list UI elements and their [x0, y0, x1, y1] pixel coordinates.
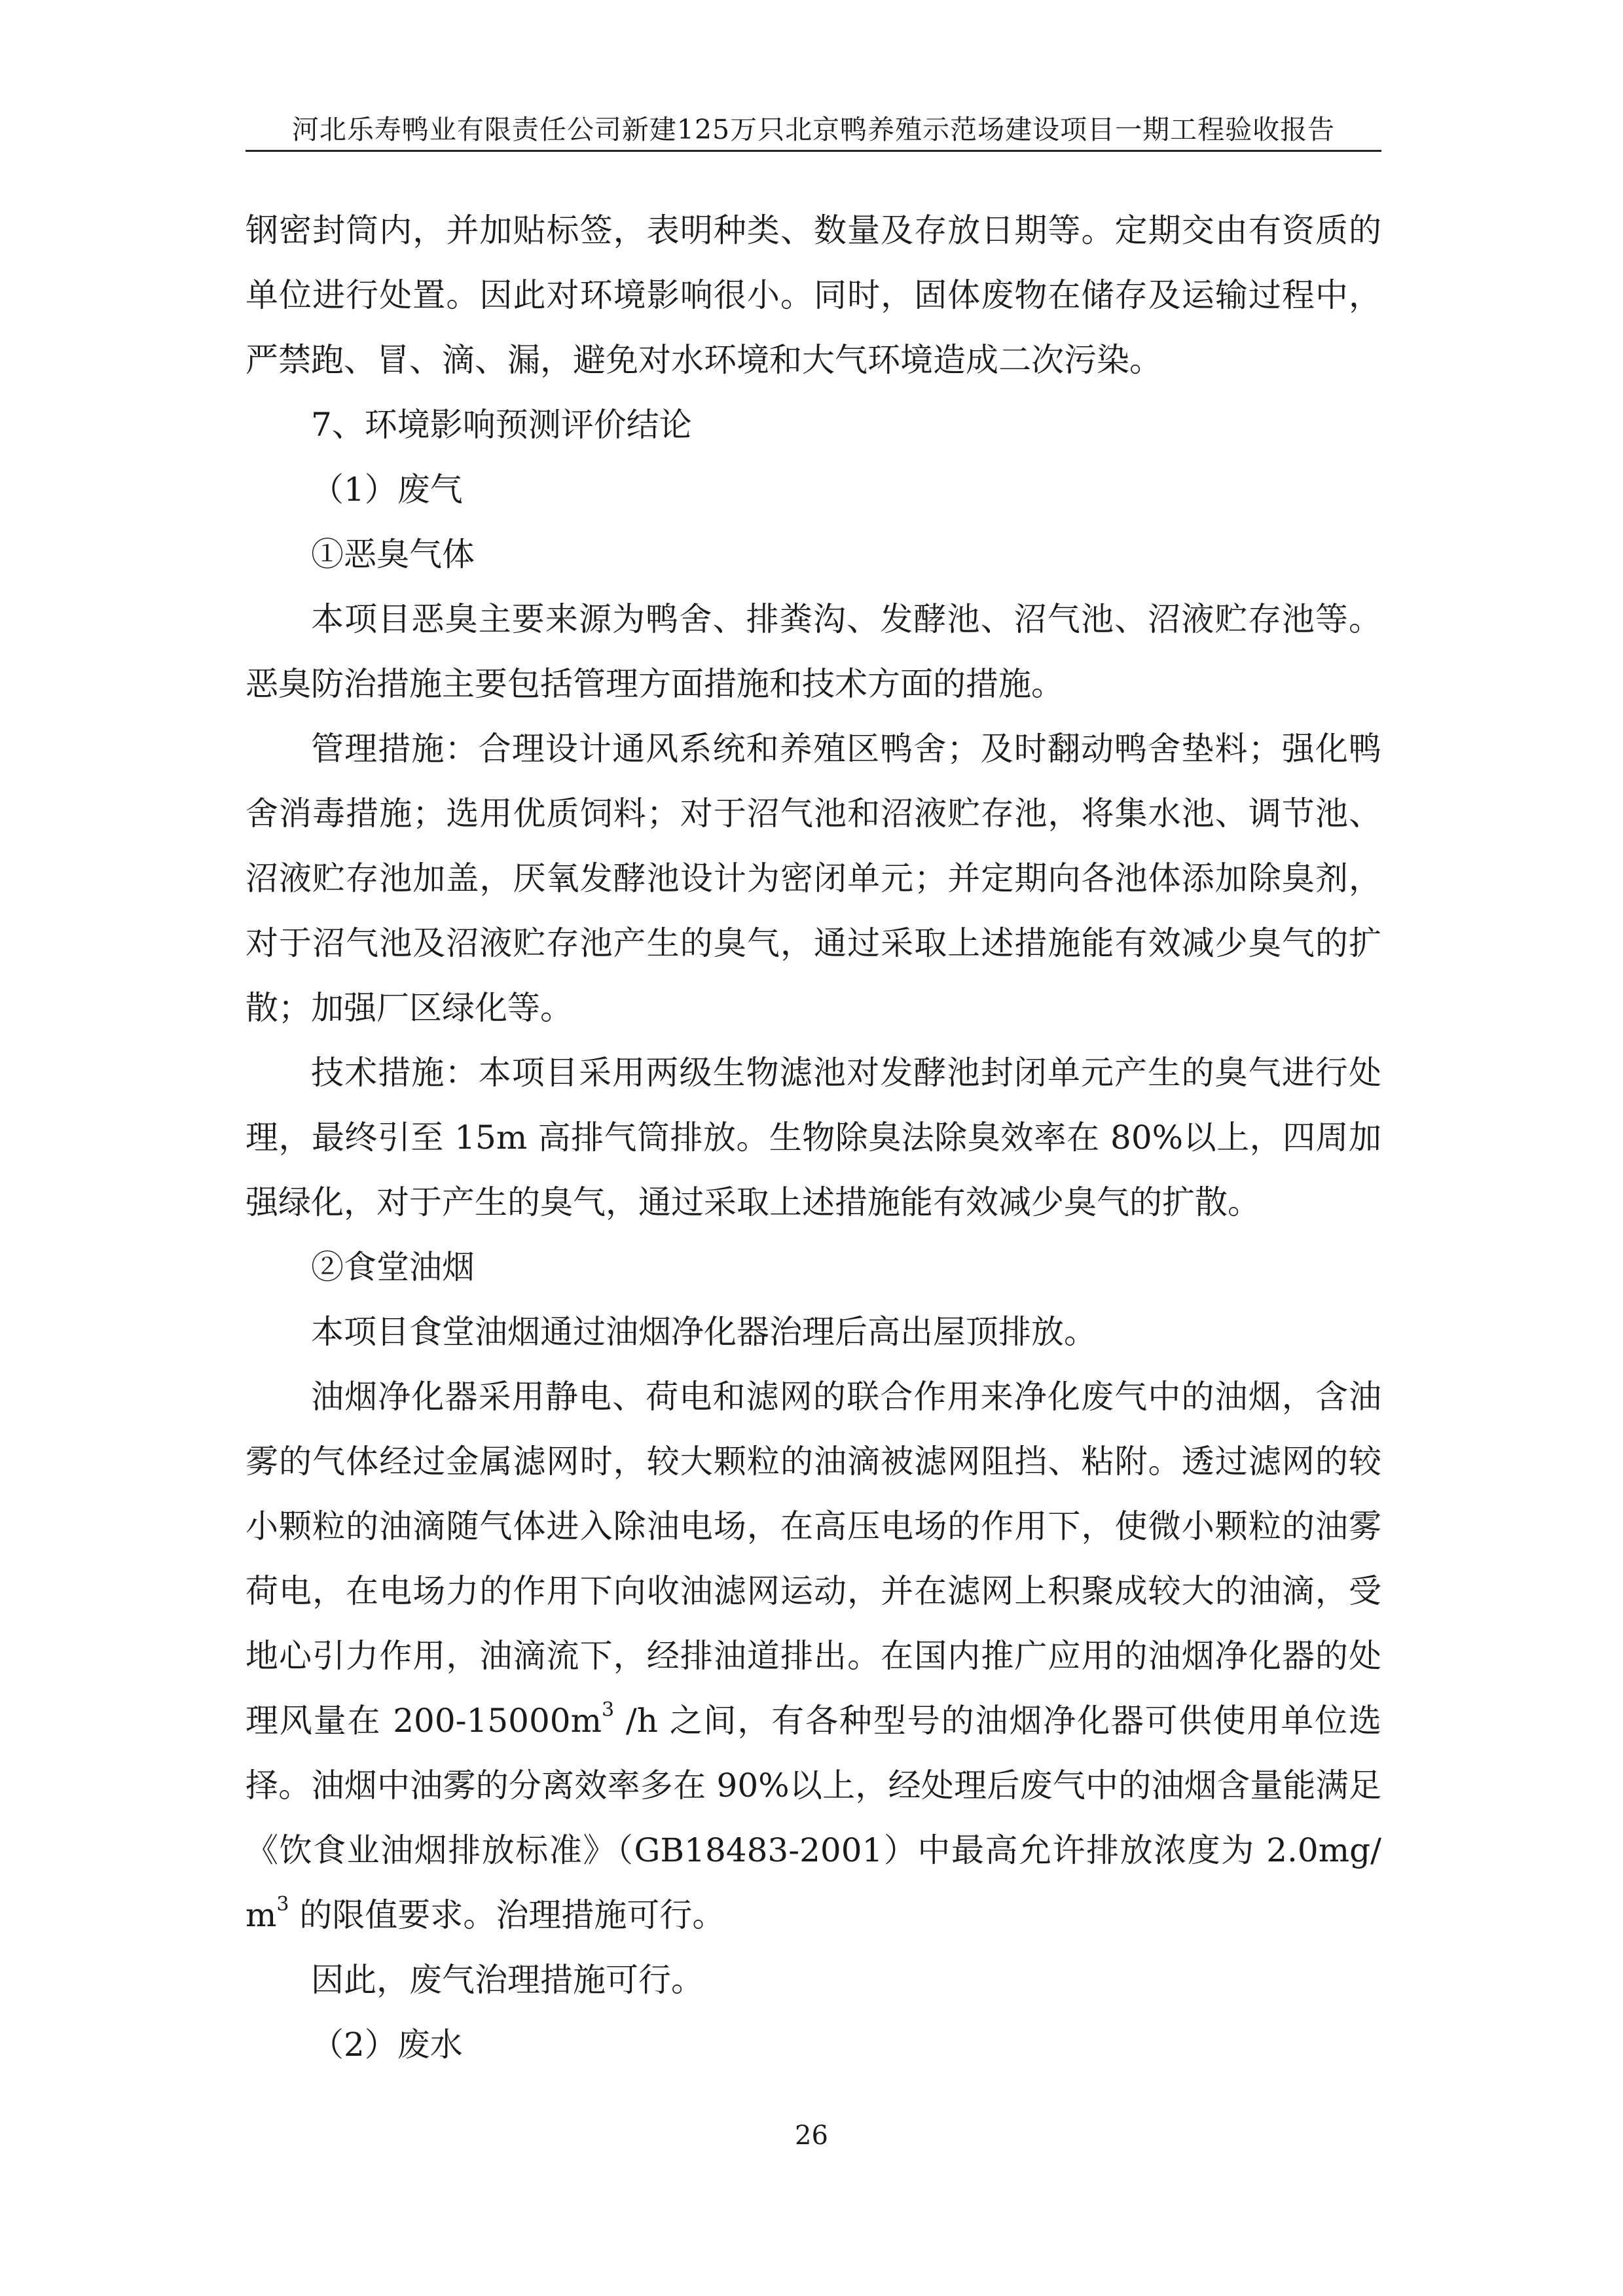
item-heading-canteen-fumes: ②食堂油烟 [311, 1248, 475, 1286]
subheading-waste-water: （2）废水 [311, 2026, 463, 2064]
subheading-waste-gas: （1）废气 [311, 471, 463, 509]
superscript: 3 [602, 1698, 615, 1721]
item-heading-odor: ①恶臭气体 [311, 535, 475, 573]
paragraph-management-measures: 管理措施：合理设计通风系统和养殖区鸭舍；及时翻动鸭舍垫料；强化鸭舍消毒措施；选用优质饲料；对于沼气池和沼液贮存池，将集水池、调节池、沼液贮存池加盖，厌氧发酵池设计为密闭单元；并定期向各池体添加除臭剂，对于沼气池及沼液贮存池产生的臭气，通过采取上述措施能有效减少臭气的扩散；加强厂区绿化等。 [246, 730, 1381, 1027]
purifier-text-b: /h 之间，有各种型号的油烟净化器可供使用单位选择。油烟中油雾的分离效率多在 90%以上，经处理后废气中的油烟含量能满足《饮食业油烟排放标准》（GB18483-2001）中最高允许排放浓度为 2.0mg/m [246, 1702, 1381, 1934]
paragraph-continuation: 钢密封筒内，并加贴标签，表明种类、数量及存放日期等。定期交由有资质的单位进行处置。因此对环境影响很小。同时，固体废物在储存及运输过程中，严禁跑、冒、滴、漏，避免对水环境和大气环境造成二次污染。 [246, 211, 1381, 379]
document-body [246, 198, 1381, 2077]
purifier-text-c: 的限值要求。治理措施可行。 [289, 1896, 725, 1934]
superscript: 3 [276, 1893, 289, 1916]
paragraph-canteen: 本项目食堂油烟通过油烟净化器治理后高出屋顶排放。 [311, 1313, 1097, 1351]
purifier-text-a: 油烟净化器采用静电、荷电和滤网的联合作用来净化废气中的油烟，含油雾的气体经过金属滤网时，较大颗粒的油滴被滤网阻挡、粘附。透过滤网的较小颗粒的油滴随气体进入除油电场，在高压电场的作用下，使微小颗粒的油雾荷电，在电场力的作用下向收油滤网运动，并在滤网上积聚成较大的油滴，受地心引力作用，油滴流下，经排油道排出。在国内推广应用的油烟净化器的处理风量在 200-15000m [246, 1378, 1381, 1740]
paragraph-conclusion: 因此，废气治理措施可行。 [311, 1961, 704, 1999]
section-heading-7: 7、环境影响预测评价结论 [311, 406, 692, 444]
paragraph-odor-source: 本项目恶臭主要来源为鸭舍、排粪沟、发酵池、沼气池、沼液贮存池等。恶臭防治措施主要包括管理方面措施和技术方面的措施。 [246, 600, 1381, 703]
paragraph-fume-purifier [246, 1365, 1381, 1948]
paragraph-technical-measures: 技术措施：本项目采用两级生物滤池对发酵池封闭单元产生的臭气进行处理，最终引至 15m 高排气筒排放。生物除臭法除臭效率在 80%以上，四周加强绿化，对于产生的臭气，通过采取上述措施能有效减少臭气的扩散。 [246, 1054, 1381, 1221]
header-rule [246, 150, 1381, 152]
page-number: 26 [795, 2121, 828, 2151]
running-header: 河北乐寿鸭业有限责任公司新建125万只北京鸭养殖示范场建设项目一期工程验收报告 [291, 114, 1336, 145]
